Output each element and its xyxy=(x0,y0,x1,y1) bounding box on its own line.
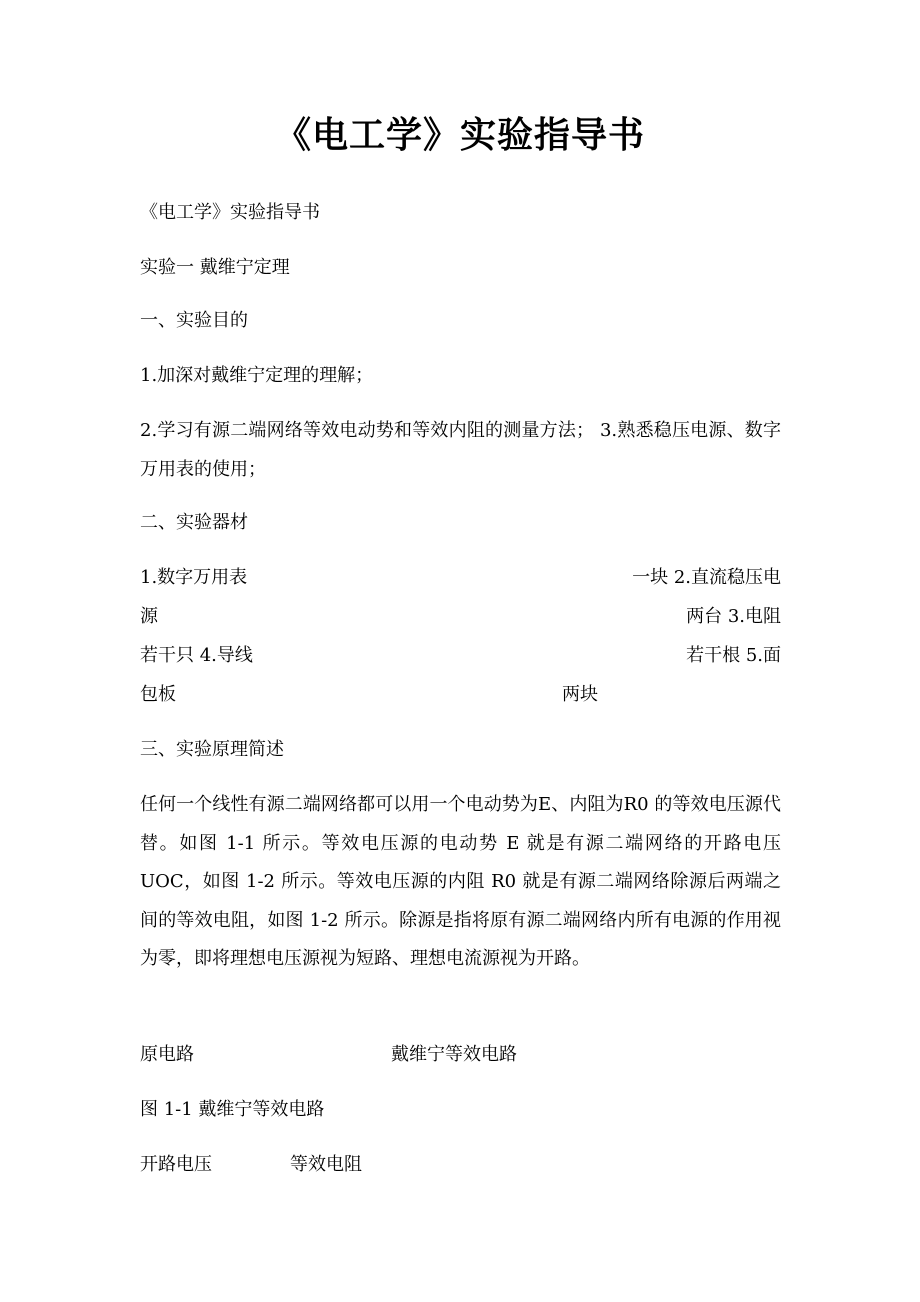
objective-item-2: 2.学习有源二端网络等效电动势和等效内阻的测量方法； 3.熟悉稳压电源、数字万用表的使用； xyxy=(140,420,781,480)
equipment-row-left: 若干只 4.导线 xyxy=(140,645,253,666)
equipment-row-right: 一块 2.直流稳压电 xyxy=(632,567,781,588)
section1-heading: 一、实验目的 xyxy=(140,310,248,331)
objective-item-1: 1.加深对戴维宁定理的理解； xyxy=(140,365,374,386)
equipment-row-left: 包板 xyxy=(140,684,176,705)
equipment-row xyxy=(140,637,781,675)
equipment-row-left: 源 xyxy=(140,606,158,627)
equipment-row-right: 两块 xyxy=(562,684,598,705)
equipment-row xyxy=(140,598,781,636)
equipment-row xyxy=(140,559,781,597)
document-subtitle: 《电工学》实验指导书 xyxy=(140,202,320,223)
figure2-label-left: 开路电压 xyxy=(140,1154,212,1175)
principle-paragraph: 任何一个线性有源二端网络都可以用一个电动势为E、内阻为R0 的等效电压源代替。如图 1-1 所示。等效电压源的电动势 E 就是有源二端网络的开路电压UOC，如图 1-2 所示。等效电压源的内阻 R0 就是有源二端网络除源后两端之间的等效电阻，如图 1-2 所示。除源是指将原有源二端网络内所有电源的作用视为零，即将理想电压源视为短路、理想电流源视为开路。 xyxy=(140,794,781,969)
equipment-row-left: 1.数字万用表 xyxy=(140,567,248,588)
figure2-label-right: 等效电阻 xyxy=(290,1154,362,1175)
figure1-label-left: 原电路 xyxy=(140,1044,194,1065)
experiment-heading: 实验一 戴维宁定理 xyxy=(140,257,290,278)
figure1-label-right: 戴维宁等效电路 xyxy=(391,1044,517,1065)
section2-heading: 二、实验器材 xyxy=(140,512,248,533)
document-title: 《电工学》实验指导书 xyxy=(274,115,645,156)
equipment-row-right: 若干根 5.面 xyxy=(686,645,781,666)
figure1-caption: 图 1-1 戴维宁等效电路 xyxy=(140,1099,325,1120)
equipment-row-right: 两台 3.电阻 xyxy=(686,606,781,627)
figure2-labels xyxy=(140,1146,781,1184)
figure1-labels xyxy=(140,1036,781,1074)
equipment-row xyxy=(140,676,781,714)
section3-heading: 三、实验原理简述 xyxy=(140,739,284,760)
